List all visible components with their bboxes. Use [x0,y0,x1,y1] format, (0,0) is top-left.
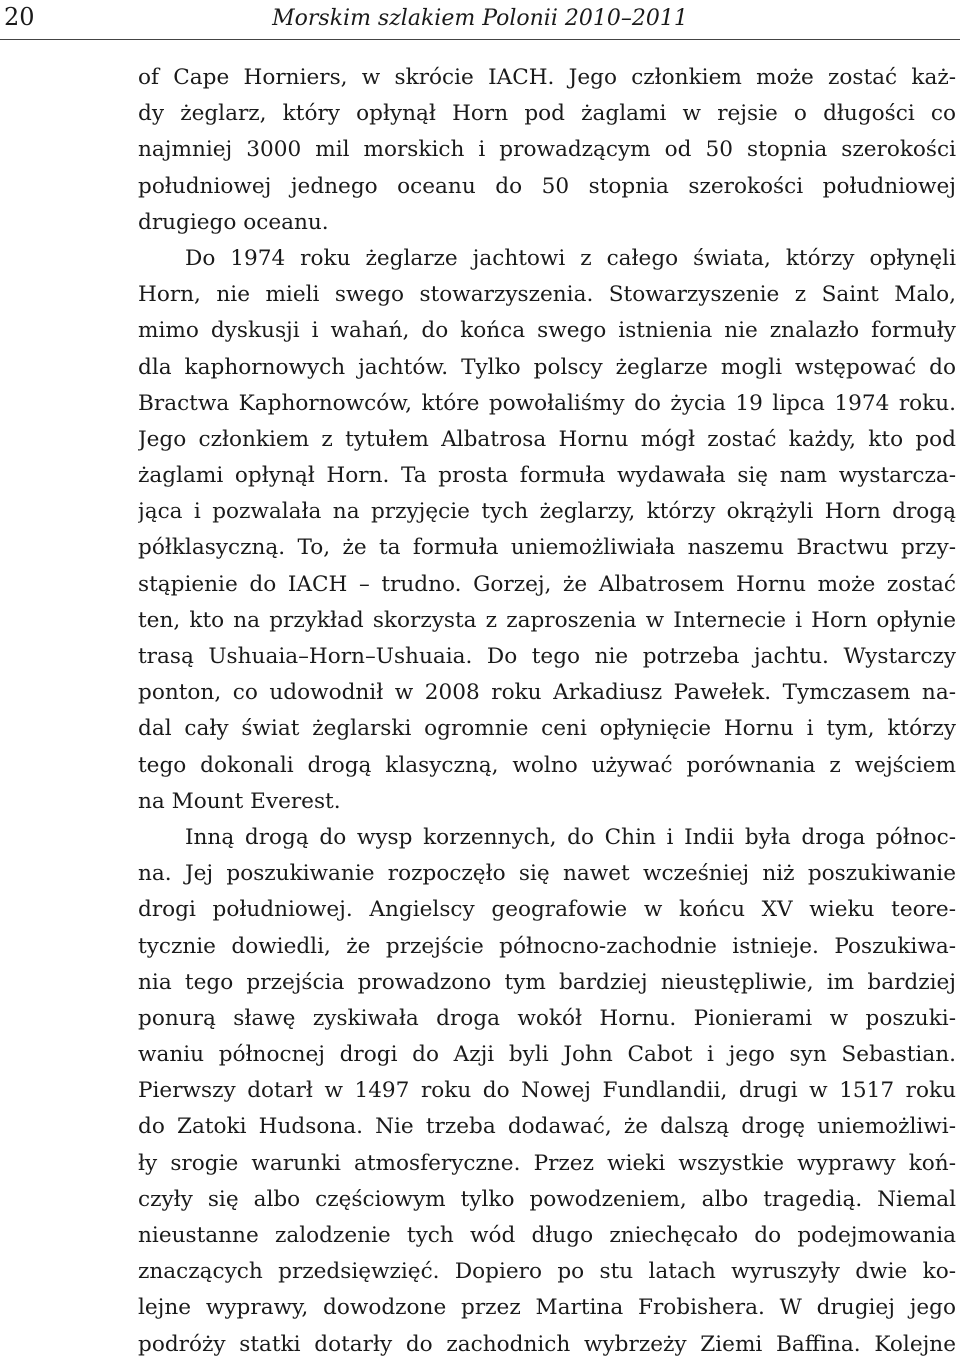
text-line: dla kaphornowych jachtów. Tylko polscy żeglarze mogli wstępować do [138,354,956,380]
text-line: podróży statki dotarły do zachodnich wybrzeży Ziemi Baffina. Kolejne [138,1331,956,1357]
text-line: ponurą sławę zyskiwała droga wokół Hornu. Pionierami w poszuki- [138,1005,956,1031]
text-line: Horn, nie mieli swego stowarzyszenia. Stowarzyszenie z Saint Malo, [138,282,956,308]
text-line: ły srogie warunki atmosferyczne. Przez wieki wszystkie wyprawy koń- [138,1150,956,1176]
page-number: 20 [4,3,35,31]
text-line: półklasyczną. To, że ta formuła uniemożliwiała naszemu Bractwu przy- [138,535,956,561]
text-line: południowej jednego oceanu do 50 stopnia szerokości południowej [138,173,956,199]
text-line: dy żeglarz, który opłynął Horn pod żaglami w rejsie o długości co [138,101,956,127]
text-line: żaglami opłynął Horn. Ta prosta formuła wydawała się nam wystarcza- [138,463,956,489]
body-text [138,60,956,1363]
text-line: trasą Ushuaia–Horn–Ushuaia. Do tego nie potrzeba jachtu. Wystarczy [138,644,956,669]
text-line: Pierwszy dotarł w 1497 roku do Nowej Fundlandii, drugi w 1517 roku [138,1078,956,1104]
running-header: Morskim szlakiem Polonii 2010–2011 [272,6,688,31]
text-line: czyły się albo częściowym tylko powodzeniem, albo tragedią. Niemal [138,1186,956,1212]
text-line: nia tego przejścia prowadzono tym bardziej nieustępliwie, im bardziej [138,969,956,995]
text-line: stąpienie do IACH – trudno. Gorzej, że Albatrosem Hornu może zostać [138,571,956,597]
text-line: lejne wyprawy, dowodzone przez Martina Frobishera. W drugiej jego [138,1295,956,1321]
text-line: tycznie dowiedli, że przejście północno-zachodnie istnieje. Poszukiwa- [138,933,956,959]
text-line: nieustanne zalodzenie tych wód długo zniechęcało do podejmowania [138,1223,956,1248]
text-line-paragraph-end: drugiego oceanu. [138,209,329,235]
text-line: ponton, co udowodnił w 2008 roku Arkadiusz Pawełek. Tymczasem na- [138,680,956,706]
text-line: Jego członkiem z tytułem Albatrosa Hornu mógł zostać każdy, kto pod [138,426,956,452]
text-line: dal cały świat żeglarski ogromnie ceni opłynięcie Hornu i tym, którzy [138,716,956,742]
text-line-paragraph-start: Do 1974 roku żeglarze jachtowi z całego świata, którzy opłynęli [185,245,956,271]
text-line: jąca i pozwalała na przyjęcie tych żeglarzy, którzy okrążyli Horn drogą [138,499,956,525]
text-line: waniu północnej drogi do Azji byli John Cabot i jego syn Sebastian. [138,1042,956,1068]
text-line: na. Jej poszukiwanie rozpoczęło się nawet wcześniej niż poszukiwanie [138,861,956,887]
text-line: tego dokonali drogą klasyczną, wolno używać porównania z wejściem [138,752,956,778]
text-line: mimo dyskusji i wahań, do końca swego istnienia nie znalazło formuły [138,318,956,344]
text-line: drogi południowej. Angielscy geografowie w końcu XV wieku teore- [138,897,956,923]
text-line: ten, kto na przykład skorzysta z zaproszenia w Internecie i Horn opłynie [138,607,956,633]
header-divider [0,39,960,40]
text-line-paragraph-end: na Mount Everest. [138,788,341,814]
text-line: of Cape Horniers, w skrócie IACH. Jego członkiem może zostać każ- [138,65,956,90]
text-line: znaczących przedsięwzięć. Dopiero po stu latach wyruszyły dwie ko- [138,1259,956,1285]
text-line: najmniej 3000 mil morskich i prowadzącym od 50 stopnia szerokości [138,137,956,163]
text-line: do Zatoki Hudsona. Nie trzeba dodawać, że dalszą drogę uniemożliwi- [138,1114,956,1140]
text-line: Bractwa Kaphornowców, które powołaliśmy do życia 19 lipca 1974 roku. [138,390,956,416]
text-line-paragraph-start: Inną drogą do wysp korzennych, do Chin i Indii była droga północ- [185,824,956,850]
